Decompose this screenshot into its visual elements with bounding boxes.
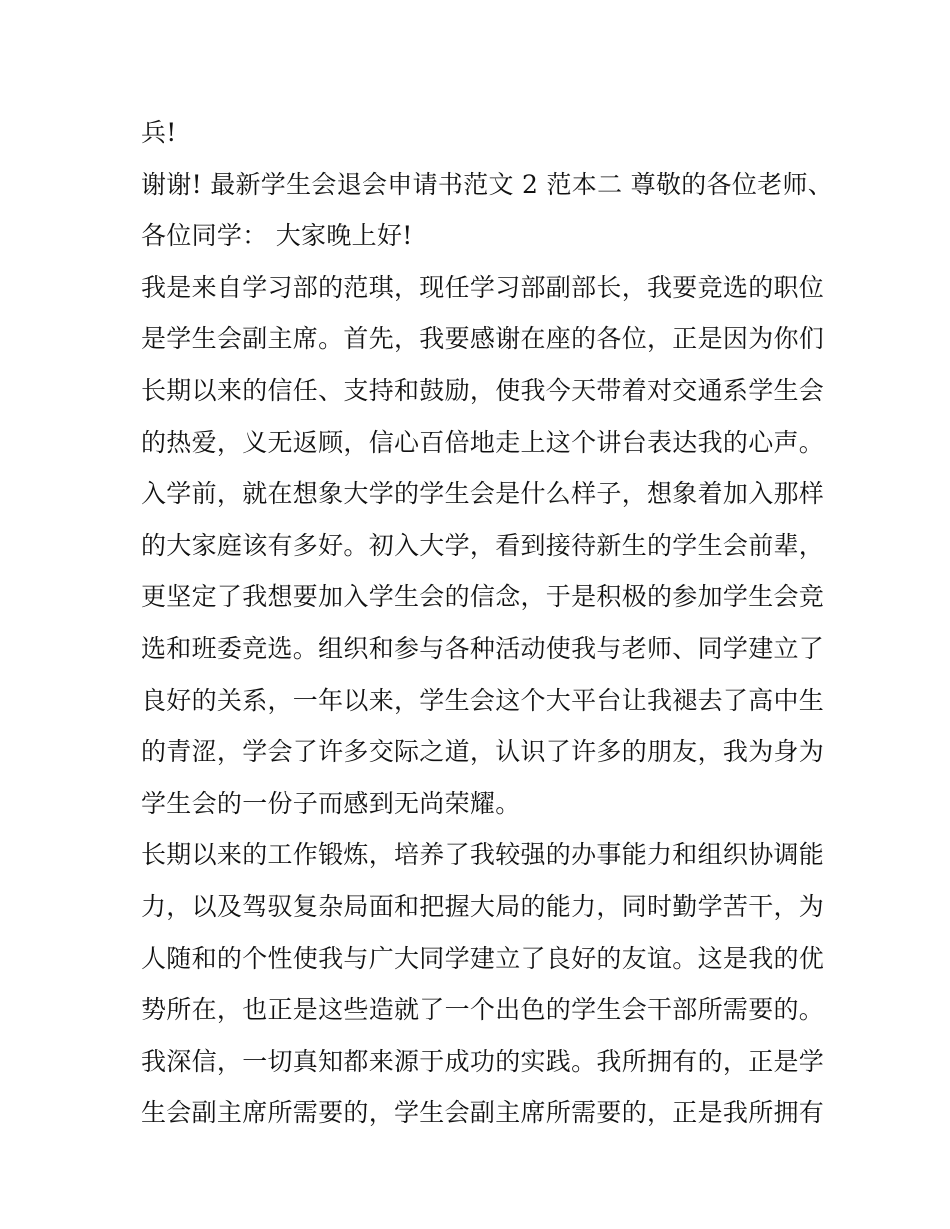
text-line: 入学前，就在想象大学的学生会是什么样子，想象着加入那样 [141,479,825,509]
text-line: 势所在，也正是这些造就了一个出色的学生会干部所需要的。 [141,995,825,1025]
text-line: 的大家庭该有多好。初入大学，看到接待新生的学生会前辈， [141,530,825,560]
text-line: 良好的关系，一年以来，学生会这个大平台让我褪去了高中生 [141,685,825,715]
text-line: 长期以来的信任、支持和鼓励，使我今天带着对交通系学生会 [141,375,825,405]
text-line: 是学生会副主席。首先，我要感谢在座的各位，正是因为你们 [141,324,825,354]
text-line: 学生会的一份子而感到无尚荣耀。 [141,788,521,818]
text-line: 选和班委竞选。组织和参与各种活动使我与老师、同学建立了 [141,633,825,663]
text-line: 我深信，一切真知都来源于成功的实践。我所拥有的，正是学 [141,1046,825,1076]
document-body [141,107,834,1139]
text-line: 生会副主席所需要的，学生会副主席所需要的，正是我所拥有 [141,1098,825,1128]
text-line: 长期以来的工作锻炼，培养了我较强的办事能力和组织协调能 [141,840,825,870]
text-line: 力，以及驾驭复杂局面和把握大局的能力，同时勤学苦干，为 [141,891,825,921]
text-line: 我是来自学习部的范琪，现任学习部副部长，我要竞选的职位 [141,272,825,302]
text-line: 人随和的个性使我与广大同学建立了良好的友谊。这是我的优 [141,943,825,973]
text-line: 兵! [141,118,177,147]
text-line: 各位同学： 大家晚上好! [141,221,413,251]
text-line: 的青涩，学会了许多交际之道，认识了许多的朋友，我为身为 [141,737,825,767]
text-line: 的热爱，义无返顾，信心百倍地走上这个讲台表达我的心声。 [141,427,825,457]
text-line: 更坚定了我想要加入学生会的信念，于是积极的参加学生会竞 [141,582,825,612]
text-line: 谢谢! 最新学生会退会申请书范文 2 范本二 尊敬的各位老师、 [141,169,834,199]
